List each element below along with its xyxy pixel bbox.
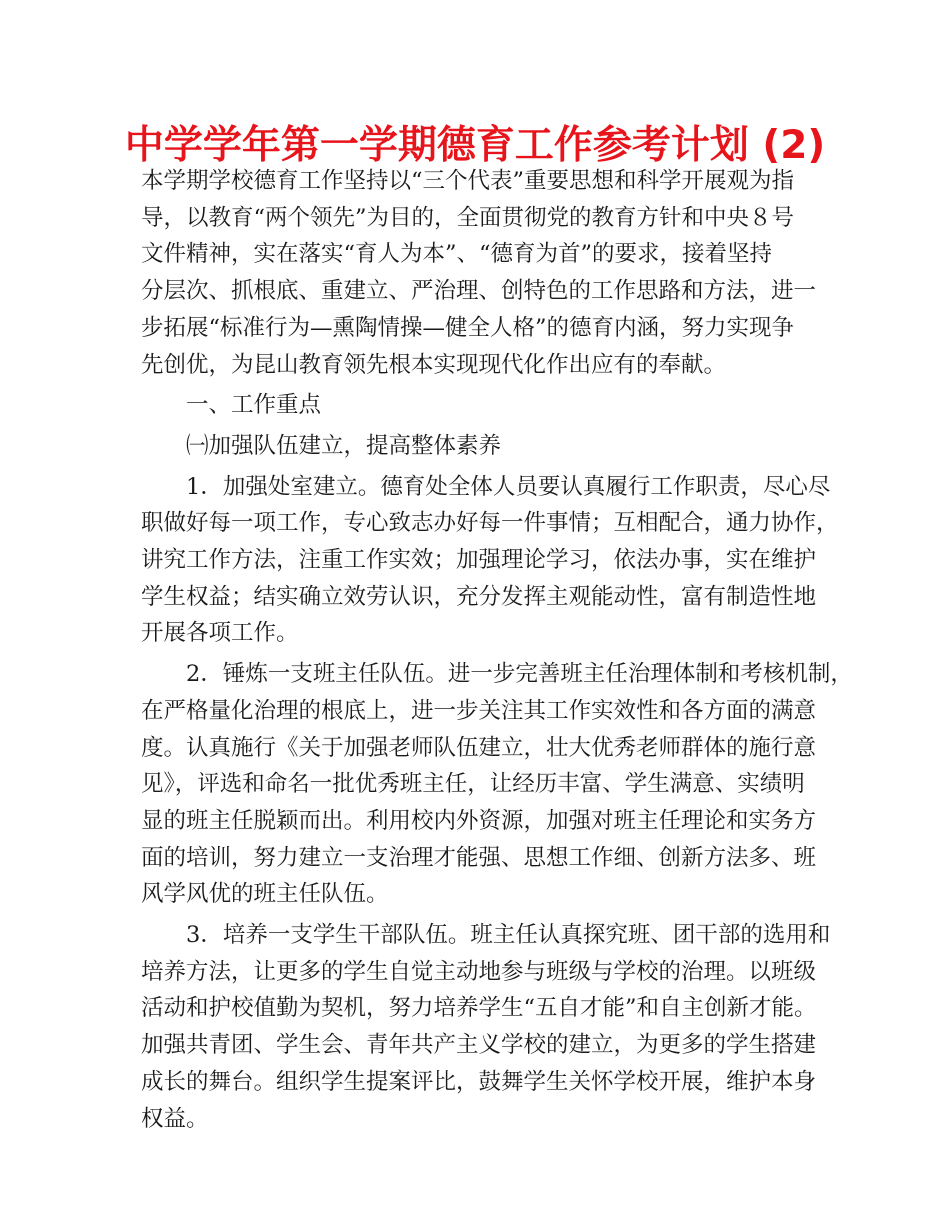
item2-paragraph — [141, 656, 853, 913]
section-heading: 一、工作重点 — [186, 392, 322, 419]
item3-line: 培养方法，让更多的学生自觉主动地参与班级与学校的治理。以班级 — [141, 958, 817, 985]
item1-line: 职做好每一项工作，专心致志办好每一件事情；互相配合，通力协作， — [141, 510, 839, 537]
item2-line: 见》，评选和命名一批优秀班主任，让经历丰富、学生满意、实绩明 — [141, 771, 805, 798]
item2-line: 显的班主任脱颖而出。利用校内外资源，加强对班主任理论和实务方 — [141, 807, 817, 834]
item3-line: 加强共青团、学生会、青年共产主义学校的建立，为更多的学生搭建 — [141, 1032, 817, 1059]
item2-line: 面的培训，努力建立一支治理才能强、思想工作细、创新方法多、班 — [141, 844, 817, 871]
item1-line: 讲究工作方法，注重工作实效；加强理论学习，依法办事，实在维护 — [141, 547, 817, 574]
item1-line: 1．加强处室建立。德育处全体人员要认真履行工作职责，尽心尽 — [186, 473, 831, 500]
item3-line: 活动和护校值勤为契机，努力培养学生“五自才能”和自主创新才能。 — [141, 995, 817, 1022]
item1-paragraph — [141, 469, 839, 653]
subsection-heading: ㈠加强队伍建立，提高整体素养 — [186, 432, 502, 459]
intro-line: 本学期学校德育工作坚持以“三个代表”重要思想和科学开展观为指 — [141, 168, 795, 194]
item2-line: 风学风优的班主任队伍。 — [141, 881, 389, 908]
item2-line: 2．锤炼一支班主任队伍。进一步完善班主任治理体制和考核机制， — [186, 661, 853, 688]
item2-line: 在严格量化治理的根底上，进一步关注其工作实效性和各方面的满意 — [141, 697, 817, 724]
item3-line: 成长的舞台。组织学生提案评比，鼓舞学生关怀学校开展，维护本身 — [141, 1068, 817, 1095]
intro-paragraph — [141, 163, 831, 383]
intro-line: 导，以教育“两个领先”为目的，全面贯彻党的教育方针和中央８号 — [141, 204, 795, 231]
intro-line: 文件精神，实在落实“育人为本”、“德育为首”的要求，接着坚持 — [141, 241, 773, 268]
item3-line: 权益。 — [141, 1105, 209, 1132]
item3-paragraph — [141, 917, 831, 1137]
intro-line: 先创优，为昆山教育领先根本实现现代化作出应有的奉献。 — [141, 351, 727, 378]
item2-line: 度。认真施行《关于加强老师队伍建立，壮大优秀老师群体的施行意 — [141, 734, 817, 761]
document-title: 中学学年第一学期德育工作参考计划 (2) — [124, 123, 826, 168]
document-body — [141, 163, 853, 1137]
item1-line: 学生权益；结实确立效劳认识，充分发挥主观能动性，富有制造性地 — [141, 583, 817, 610]
intro-line: 步拓展“标准行为—熏陶情操—健全人格”的德育内涵，努力实现争 — [141, 314, 795, 341]
intro-line: 分层次、抓根底、重建立、严治理、创特色的工作思路和方法，进一 — [141, 278, 817, 305]
item1-line: 开展各项工作。 — [141, 620, 299, 647]
item3-line: 3．培养一支学生干部队伍。班主任认真探究班、团干部的选用和 — [186, 922, 831, 949]
